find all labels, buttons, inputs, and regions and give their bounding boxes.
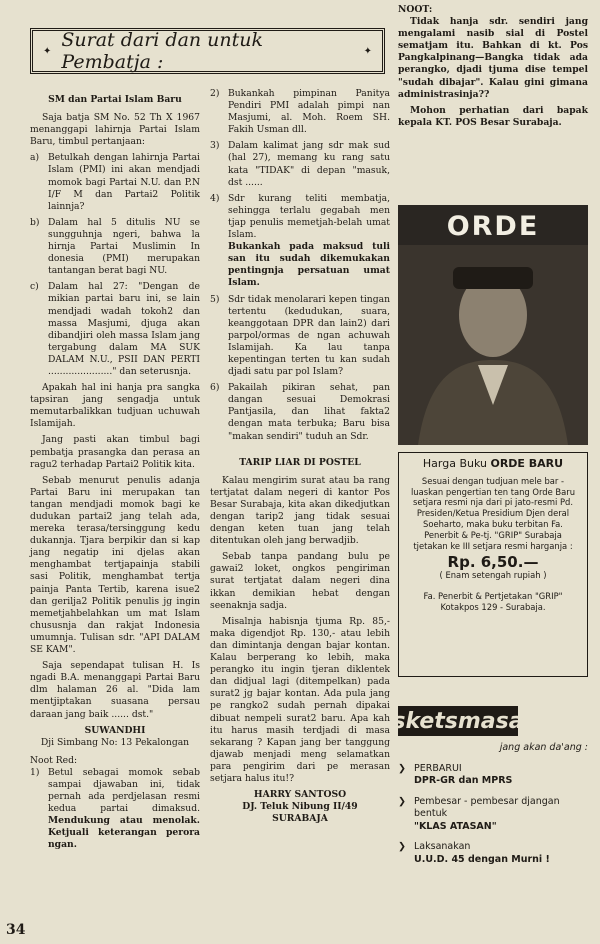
- letter-heading: SM dan Partai Islam Baru: [48, 94, 182, 105]
- ad-text: Sesuai dengan tudjuan mele bar - luaskan pengertian ten tang Orde Baru setjara resmi nja dari pi jato-resmi Pd. Presiden/Ketua Presidium Djen deral Soeharto, maka buku terbitan Fa. Penerbit & Pe-tj. "GRIP" Surabaja tjetakan ke III setjara resmi harganja :: [410, 475, 576, 551]
- letter-address: SURABAJA: [272, 813, 328, 825]
- bullet-icon: ❯: [398, 795, 406, 807]
- letter-address: DJ. Teluk Nibung II/49: [242, 801, 358, 813]
- section-title: Surat dari dan untuk Pembatja :: [61, 29, 264, 73]
- letter-paragraph: Saja sependapat tulisan H. Is ngadi B.A. menanggapi Partai Baru dlm halaman 26 al. "Dida lam mentjiptakan suasana persau daraan jang baik ...... dst.": [30, 660, 200, 720]
- noot-heading: NOOT:: [398, 4, 433, 15]
- letter-paragraph: Sebab menurut penulis adanja Partai Baru ini merupakan tan tangan mendjadi momok bagi ke dudukan partai2 jang telah ada, mereka terasa/tersinggung kedu dukannja. Tjara berpikir dan si kap jang negatip ini djelas akan menghambat tertjapainja stabili sasi Politik, menghambat tertja painja Panta Tertib, karena isue2 dan gerilja2 Politik penulis jg ingin memetjahbelahkan um mat Islam chususnja dan rakjat Indonesia umumnja. Tulisan sdr. "API DALAM SE KAM".: [30, 474, 200, 656]
- letter-signature: SUWANDHI: [84, 724, 146, 736]
- sketsa-item: ❯ Pembesar - pembesar djangan bentuk "KLAS ATASAN": [398, 795, 560, 832]
- letter-paragraph: Misalnja habisnja tjuma Rp. 85,- maka digendjot Rp. 130,- atau lebih dan dimintanja dengan bajar kontan. Kalau berperang ko lebih, maka perangko itu ingin tjeran diklentek dan didjual lagi (ditempelkan) pada surat2 jg bajar kontan. Ada pula jang pe rangko2 sudah pernah dipakai dibuat nempeli surat2 baru. Apa kah itu harus masih terdjadi di masa sekarang ? Kapan jang ber tanggung djawab menjadi meng selamatkan para pengirim dari pe merasan setjara halus itu!?: [210, 615, 390, 784]
- book-price-words: ( Enam setengah rupiah ): [439, 570, 547, 581]
- letter-point: a) Betulkah dengan lahirnja Partai Islam (PMI) ini akan mendjadi momok bagi Partai N.U. dan P.N I/F M dan Partai2 Politik lainnja?: [30, 152, 200, 212]
- ornament-icon: ✦: [363, 45, 372, 57]
- sketsa-masa-banner: sketsmasa: [398, 706, 518, 736]
- publisher: Fa. Penerbit & Pertjetakan "GRIP": [423, 590, 563, 601]
- noot-item: 4) Sdr kurang teliti membatja, sehingga terlalu gegabah men tjap penulis memetjah-belah umat Islam. Bukankah pada maksud tuli san itu sudah dikemukakan pentingnja persatuan umat Islam.: [210, 192, 390, 289]
- letter-paragraph: Jang pasti akan timbul bagi pembatja prasangka dan perasa an ragu2 terhadap Partai2 Politik kita.: [30, 434, 200, 470]
- letter-intro: Saja batja SM No. 52 Th X 1967 menanggapi lahirnja Partai Islam Baru, timbul pertanjaan:: [30, 112, 200, 148]
- book-price: Rp. 6,50.—: [447, 553, 539, 572]
- sketsa-subtitle: jang akan da'ang :: [499, 742, 588, 753]
- noot-item: 3) Dalam kalimat jang sdr mak sud (hal 27), memang ku rang satu kata "TIDAK" di depan "masuk, dst ......: [210, 140, 390, 188]
- column-right: [398, 4, 588, 133]
- noot-item: 6) Pakailah pikiran sehat, pan dangan sesuai Demokrasi Pantjasila, dan lihat fakta2 dengan mata terbuka; Baru bisa "makan sendiri" tuduh an Sdr.: [210, 382, 390, 442]
- column-middle: [210, 88, 390, 825]
- noot-red-heading: Noot Red:: [30, 754, 78, 766]
- sketsa-list: [398, 742, 588, 874]
- sketsa-item: ❯ Laksanakan U.U.D. 45 dengan Murni !: [398, 841, 550, 865]
- book-cover-title: ORDE: [446, 211, 540, 242]
- noot-item: 5) Sdr tidak menolarari kepen tingan tertentu (kedudukan, suara, keanggotaan DPR dan lain2) dari parpol/ormas de ngan achuwah Islamijah. Ka lau tanpa kepentingan terten tu kan sudah djadi satu par pol Islam?: [210, 293, 390, 378]
- letter-point: c) Dalam hal 27: "Dengan de mikian partai baru ini, se lain mendjadi wadah tokoh2 dan massa Masjumi, djuga akan dibandjiri oleh massa Islam jang tergabung dalam MA SUK DALAM N.U., PSII DAN PERTI ......................" dan seterusnja.: [30, 281, 200, 377]
- ornament-icon: ✦: [43, 45, 52, 57]
- noot-text: Tidak hanja sdr. sendiri jang mengalami nasib sial di Postel sematjam itu. Bahkan di kt. Pos Pangkalpinang—Bangka tidak ada perangko, djadi tjuma dise tempel "sudah dibajar". Kalau gini gimana administrasinja??: [398, 16, 588, 100]
- noot-item: 2) Bukankah pimpinan Panitya Pendiri PMI adalah pimpi nan Masjumi, al. Moh. Roem SH. Fakih Usman dll.: [210, 88, 390, 136]
- publisher-address: Kotakpos 129 - Surabaja.: [440, 601, 546, 612]
- book-ad-box: [398, 452, 588, 677]
- ad-heading-bold: ORDE BARU: [490, 457, 564, 470]
- letter-signature: HARRY SANTOSO: [253, 789, 347, 801]
- bullet-icon: ❯: [398, 841, 406, 852]
- noot-text: Mohon perhatian dari bapak kepala KT. POS Besar Surabaja.: [398, 104, 588, 128]
- column-left: [30, 88, 200, 856]
- letter-paragraph: Kalau mengirim surat atau ba rang tertjatat dalam negeri di kantor Pos Besar Surabaja, kita akan dikedjutkan dengan tarip2 jang tidak sesuai dengan keten tuan jang telah ditentukan oleh jang berwadjib.: [210, 474, 390, 547]
- book-cover-image: [398, 205, 588, 445]
- page-number: 34: [6, 922, 26, 938]
- portrait-icon: [398, 205, 588, 445]
- letter-address: Dji Simbang No: 13 Pekalongan: [40, 736, 190, 748]
- letter-paragraph: Sebab tanpa pandang bulu pe gawai2 loket, ongkos pengiriman surat tertjatat dalam negeri dina ikkan demikian hebat dengan seenaknja sadja.: [210, 551, 390, 611]
- ad-heading: Harga Buku: [422, 457, 487, 470]
- bullet-icon: ❯: [398, 762, 406, 774]
- noot-item: 1) Betul sebagai momok sebab sampai djawaban ini, tidak pernah ada perdjelasan resmi kedua partai dimaksud. Mendukung atau menolak. Ketjuali keterangan perora ngan.: [30, 766, 200, 851]
- letter-paragraph: Apakah hal ini hanja pra sangka tapsiran jang sengadja untuk memutarbalikkan tudjuan uchuwah Islamijah.: [30, 382, 200, 430]
- letter-heading: TARIP LIAR DI POSTEL: [239, 456, 361, 468]
- sketsa-item: ❯ PERBARUI DPR-GR dan MPRS: [398, 762, 513, 786]
- section-title-box: [30, 28, 385, 74]
- letter-point: b) Dalam hal 5 ditulis NU se sungguhnja ngeri, bahwa la hirnja Partai Muslimin In donesia (PMI) merupakan tantangan berat bagi NU.: [30, 216, 200, 277]
